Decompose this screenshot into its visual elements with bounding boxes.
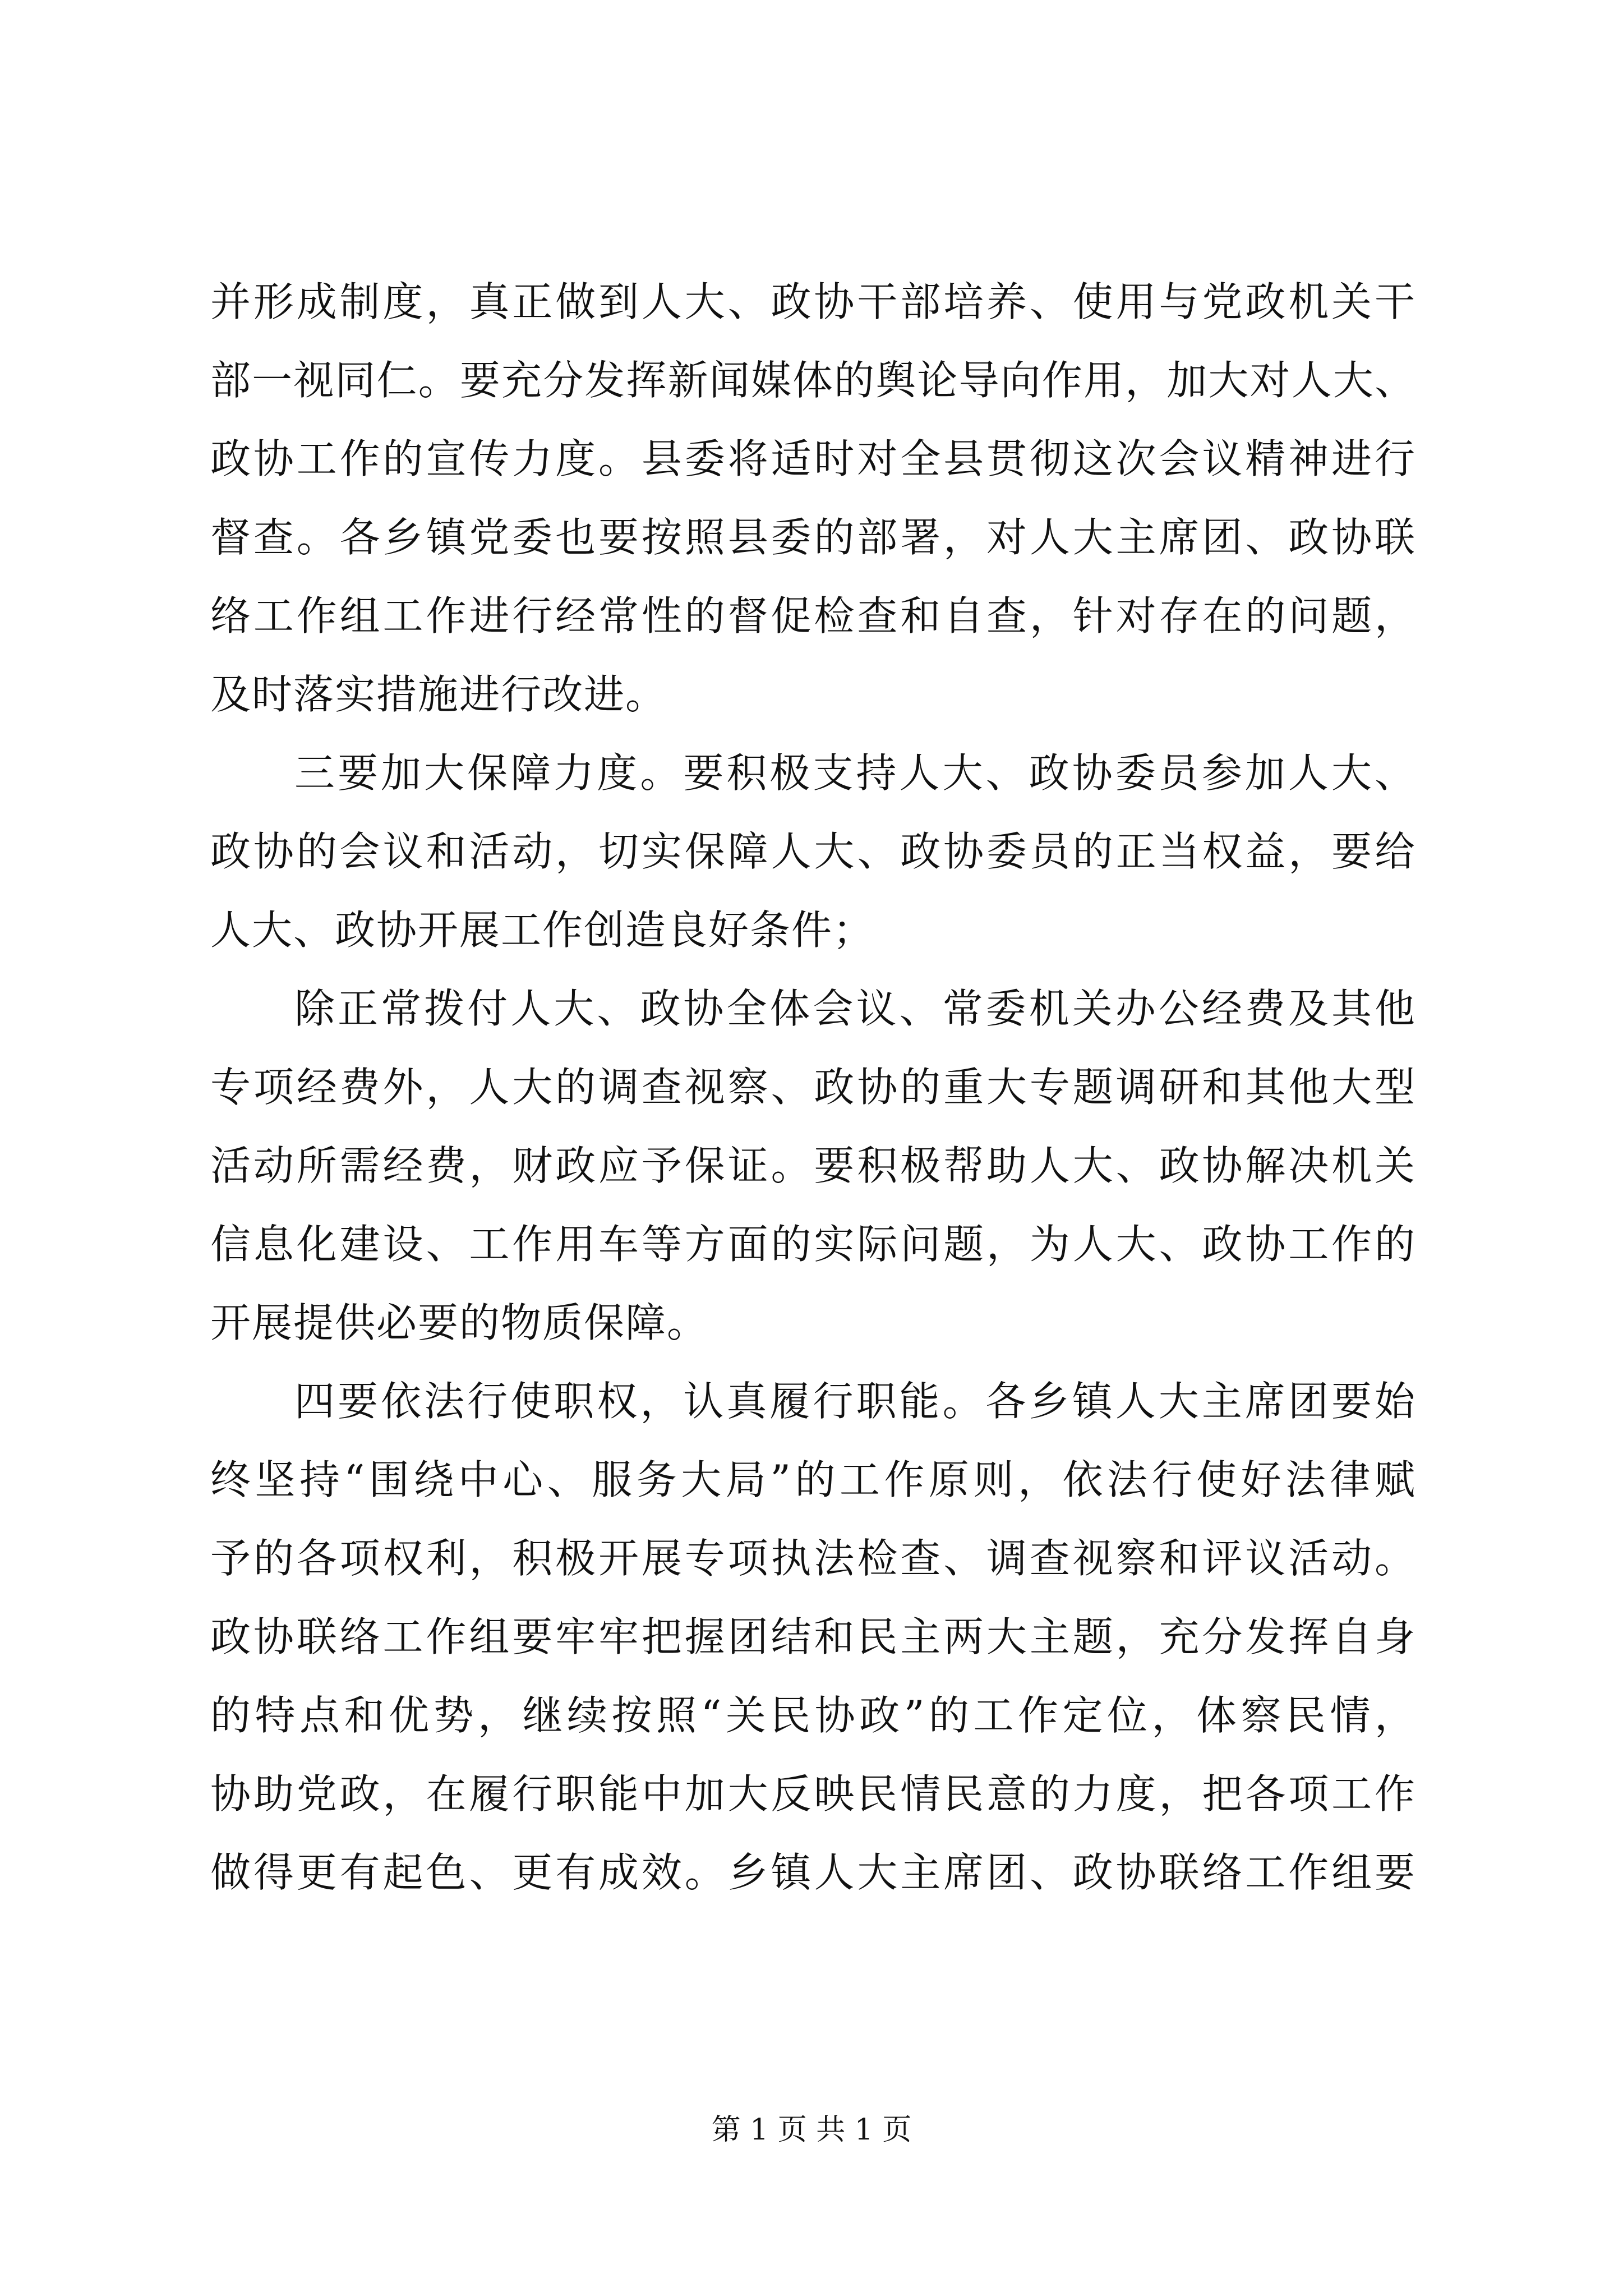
text-line: 三要加大保障力度。要积极支持人大、政协委员参加人大、: [294, 749, 1416, 797]
text-line: 政协工作的宣传力度。县委将适时对全县贯彻这次会议精神进行: [210, 435, 1416, 482]
text-line: 协助党政，在履行职能中加大反映民情民意的力度，把各项工作: [210, 1770, 1416, 1818]
page-footer: 第 1 页 共 1 页: [711, 2113, 912, 2147]
text-line: 除正常拨付人大、政协全体会议、常委机关办公经费及其他: [294, 985, 1416, 1032]
text-line: 信息化建设、工作用车等方面的实际问题，为人大、政协工作的: [210, 1221, 1416, 1268]
text-line: 专项经费外，人大的调查视察、政协的重大专题调研和其他大型: [210, 1064, 1416, 1111]
text-line: 政协联络工作组要牢牢把握团结和民主两大主题，充分发挥自身: [210, 1613, 1416, 1660]
text-line: 做得更有起色、更有成效。乡镇人大主席团、政协联络工作组要: [210, 1849, 1416, 1896]
text-line: 予的各项权利，积极开展专项执法检查、调查视察和评议活动。: [210, 1535, 1416, 1582]
text-line: 部一视同仁。要充分发挥新闻媒体的舆论导向作用，加大对人大、: [210, 357, 1416, 404]
text-line: 四要依法行使职权，认真履行职能。各乡镇人大主席团要始: [294, 1378, 1416, 1425]
text-line: 的特点和优势，继续按照“关民协政”的工作定位，体察民情，: [210, 1692, 1416, 1739]
body-text: [210, 263, 1416, 1912]
text-line: 人大、政协开展工作创造良好条件；: [210, 907, 875, 954]
text-line: 开展提供必要的物质保障。: [210, 1299, 709, 1346]
text-line: 终坚持“围绕中心、服务大局”的工作原则，依法行使好法律赋: [210, 1456, 1416, 1503]
text-line: 政协的会议和活动，切实保障人大、政协委员的正当权益，要给: [210, 828, 1416, 875]
text-line: 并形成制度，真正做到人大、政协干部培养、使用与党政机关干: [210, 278, 1416, 325]
text-line: 活动所需经费，财政应予保证。要积极帮助人大、政协解决机关: [210, 1142, 1416, 1189]
text-line: 络工作组工作进行经常性的督促检查和自查，针对存在的问题，: [210, 592, 1416, 639]
text-line: 督查。各乡镇党委也要按照县委的部署，对人大主席团、政协联: [210, 514, 1416, 561]
text-line: 及时落实措施进行改进。: [210, 671, 667, 718]
